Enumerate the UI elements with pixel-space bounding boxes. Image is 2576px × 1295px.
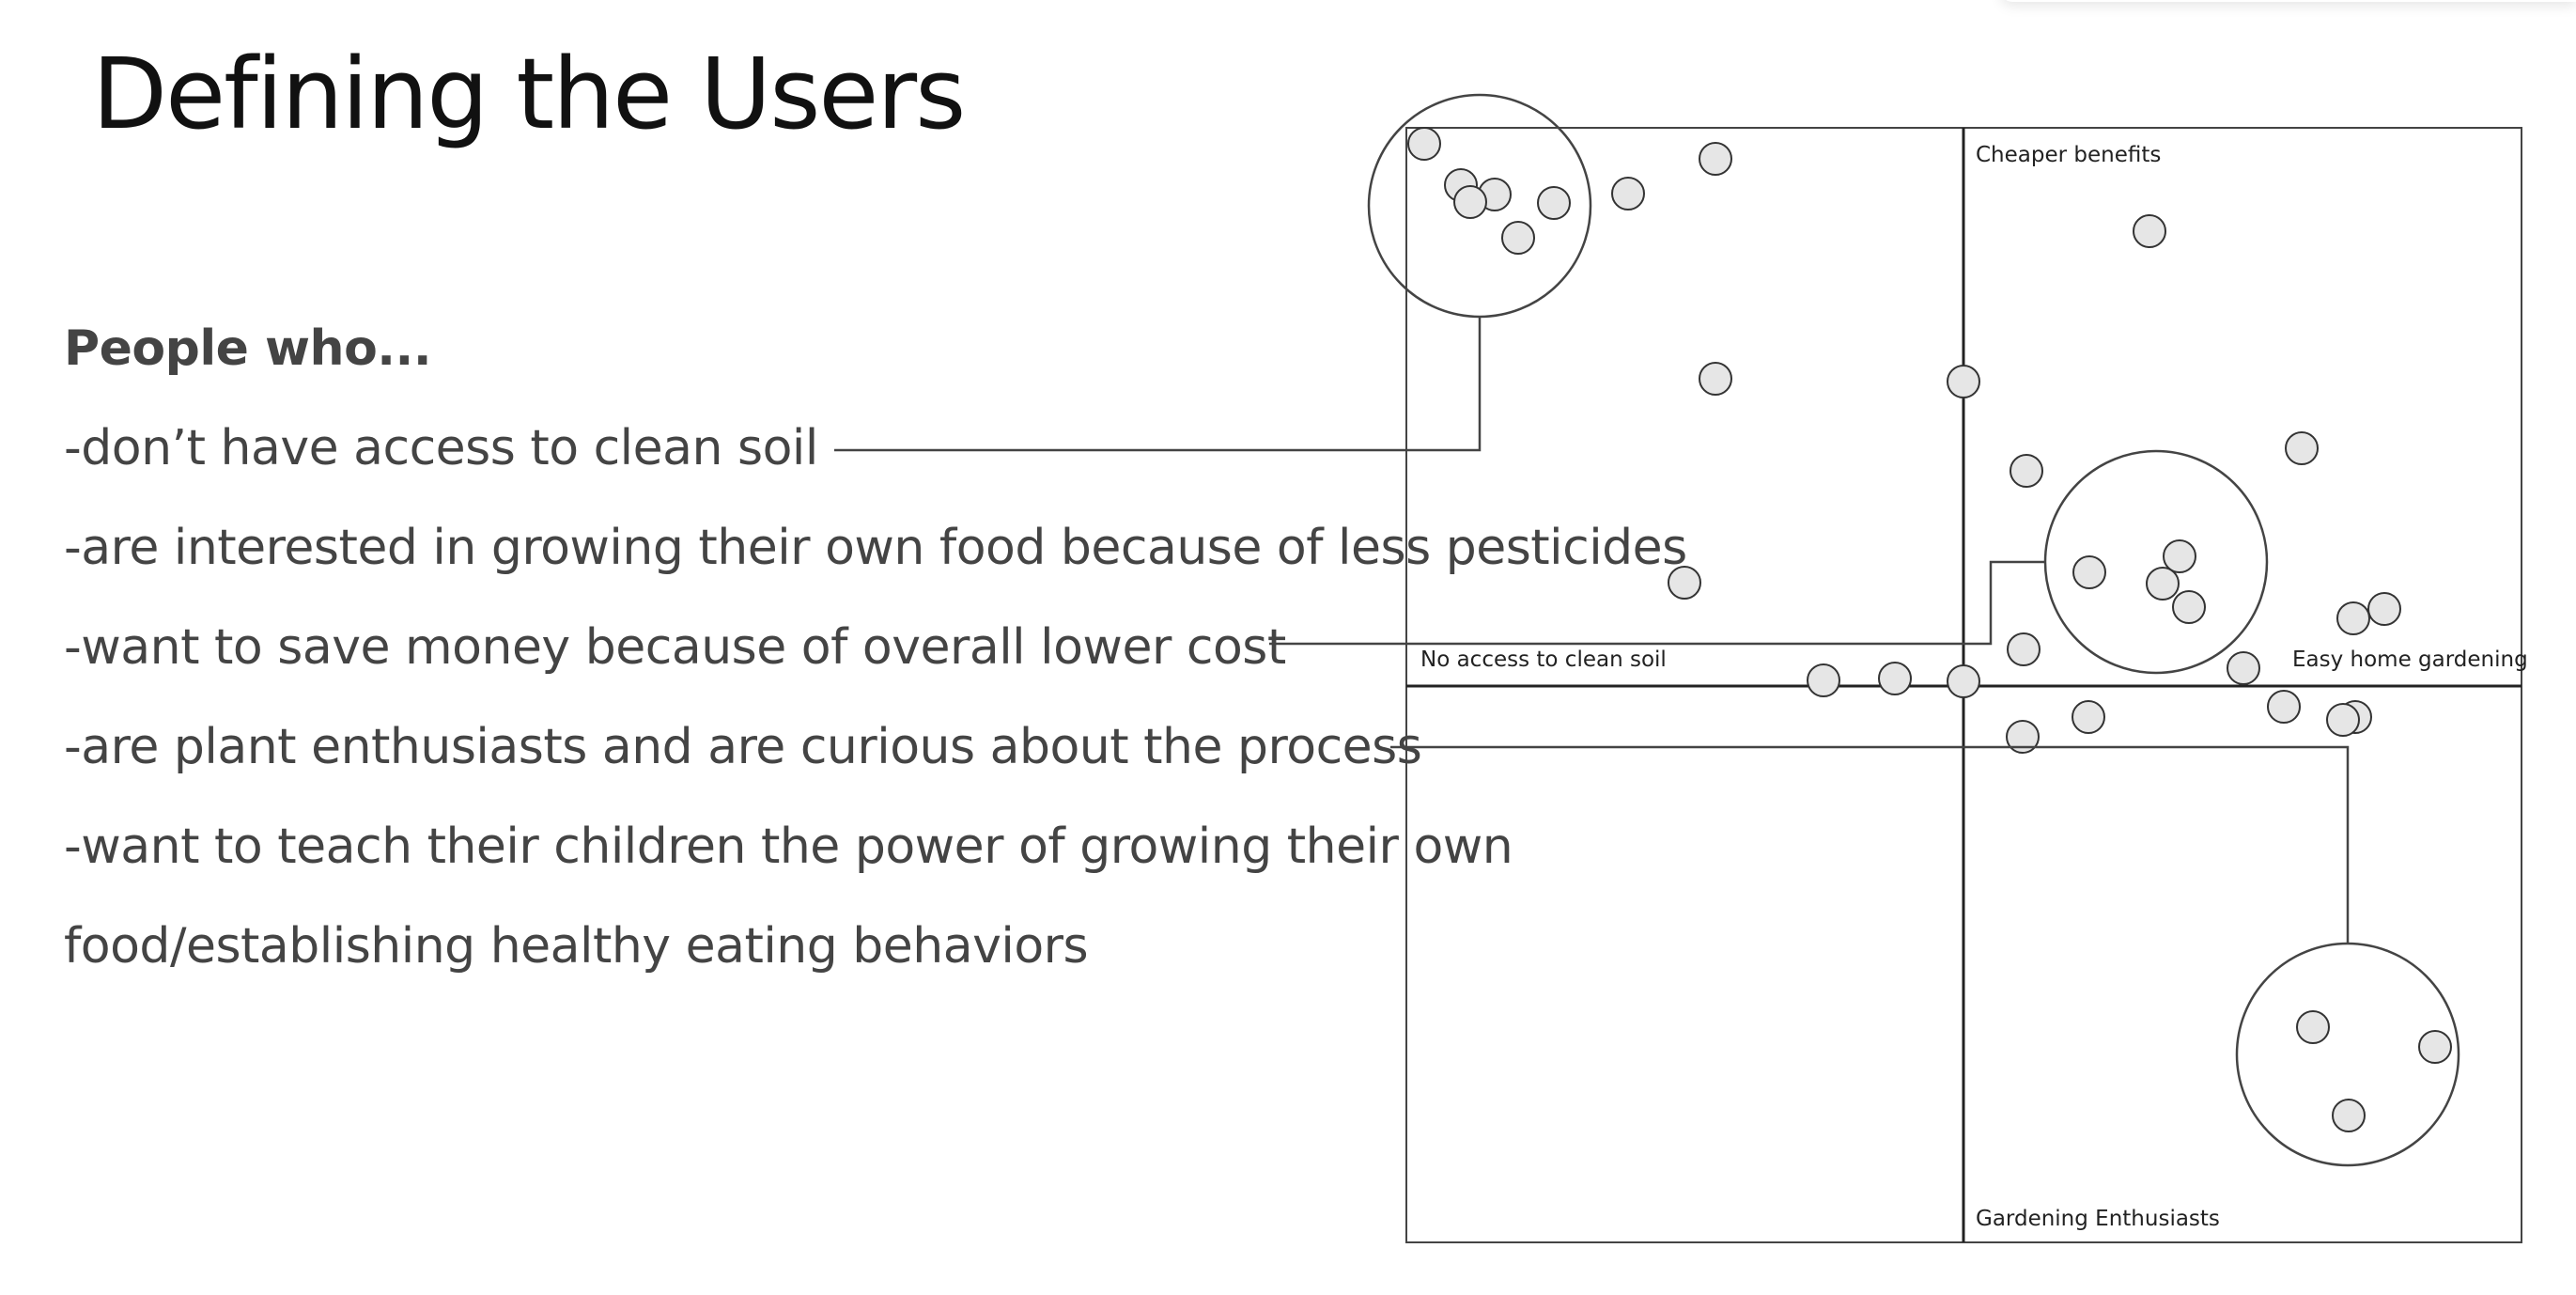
data-point [1538,187,1570,219]
data-point [1454,186,1486,218]
data-point [1502,222,1534,254]
user-list [64,299,1687,996]
user-list-item: -want to save money because of overall lower cost [64,619,1286,676]
data-point [1612,178,1644,210]
data-point [1879,663,1911,694]
data-point [1699,143,1731,175]
user-list-item: food/establishing healthy eating behaviors [64,918,1089,975]
data-point [2073,556,2105,588]
data-point [1948,665,1979,697]
data-point [2337,602,2369,634]
data-point [2164,540,2196,572]
data-point [2227,652,2259,684]
user-list-item: -don’t have access to clean soil [64,420,818,476]
data-point [1948,366,1979,398]
data-point [1699,363,1731,395]
data-point [2173,591,2205,623]
data-point [1808,664,1839,696]
data-point [2286,432,2318,464]
user-list-item: -are plant enthusiasts and are curious about the process [64,719,1422,775]
data-point [2268,691,2300,723]
data-point [2072,701,2104,733]
slide-title: Defining the Users [92,37,965,151]
user-list-intro: People who... [64,320,432,377]
data-point [2297,1011,2329,1043]
data-point [2147,568,2179,600]
data-point [1408,128,1440,160]
data-point [2368,593,2400,625]
data-point [2327,704,2359,736]
user-list-item: -want to teach their children the power of growing their own [64,819,1513,875]
axis-label-left: No access to clean soil [1420,648,1667,672]
user-list-item: -are interested in growing their own food because of less pesticides [64,520,1687,576]
data-point [2010,455,2042,487]
data-point [2419,1031,2451,1063]
data-point [2134,215,2165,247]
axis-label-top: Cheaper benefits [1976,143,2162,167]
axis-label-bottom: Gardening Enthusiasts [1976,1207,2220,1231]
data-point [2008,633,2040,665]
data-point [2333,1100,2365,1131]
axis-label-right: Easy home gardening [2292,648,2528,672]
